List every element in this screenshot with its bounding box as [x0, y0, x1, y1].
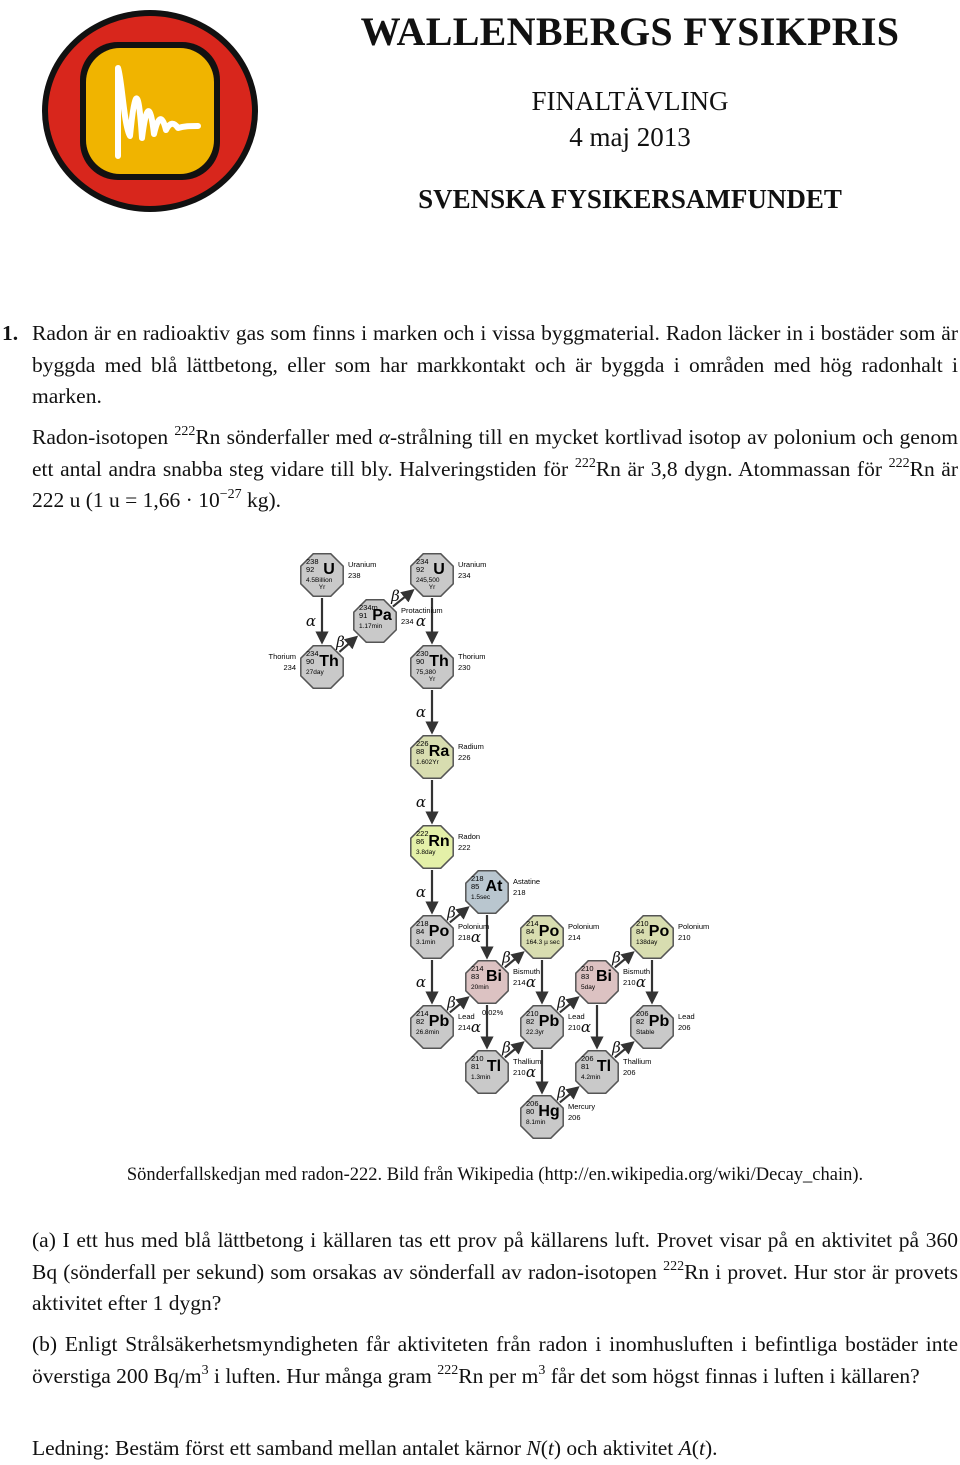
- half-life: 8.1min: [526, 1119, 546, 1126]
- element-name: Lead: [678, 1012, 695, 1021]
- mass-number: 238: [306, 557, 319, 566]
- mass-number: 234m: [359, 603, 378, 612]
- beta-label: β: [447, 993, 456, 1012]
- element-symbol: Th: [319, 653, 339, 670]
- nuclide-pb210: [521, 1006, 585, 1048]
- isotope-number: 234: [283, 663, 296, 672]
- alpha-label: α: [415, 973, 427, 991]
- element-name: Thorium: [458, 652, 486, 661]
- half-life: 22.3yr: [526, 1029, 545, 1036]
- mass-number: 214: [416, 1009, 429, 1018]
- atomic-number: 86: [416, 837, 425, 846]
- half-life-unit: Yr: [318, 584, 326, 591]
- organization-title: SVENSKA FYSIKERSAMFUNDET: [418, 184, 842, 214]
- alpha-label: α: [415, 612, 427, 630]
- element-name: Uranium: [348, 560, 377, 569]
- element-name: Uranium: [458, 560, 487, 569]
- nuclide-u238: [301, 554, 377, 596]
- half-life: 138day: [636, 939, 658, 946]
- isotope-number: 210: [678, 933, 691, 942]
- element-symbol: Po: [648, 923, 670, 940]
- half-life-unit: Yr: [428, 676, 436, 683]
- alpha-label: α: [635, 973, 647, 991]
- element-symbol: Bi: [596, 968, 612, 985]
- element-symbol: Th: [429, 653, 449, 670]
- element-symbol: Hg: [538, 1103, 560, 1120]
- beta-label: β: [612, 948, 621, 967]
- beta-label: β: [612, 1038, 621, 1057]
- mass-number: 206: [526, 1099, 539, 1108]
- atomic-number: 84: [416, 927, 425, 936]
- isotope-number: 206: [568, 1113, 581, 1122]
- element-name: Lead: [568, 1012, 585, 1021]
- problem-data-paragraph: Radon-isotopen $^{222}$Rn sönderfaller med α-strålning till en mycket kortlivad isotop av polonium och genom ett antal andra snabba steg vidare till bly. Halveringstiden för $^{222}$Rn är 3,8 dygn. Atommassan för $^{222}$Rn är 222 u (1 $u = 1,66 \cdot 10^{-27}$ kg).: [32, 424, 959, 512]
- atomic-number: 91: [359, 611, 368, 620]
- isotope-number: 238: [348, 571, 361, 580]
- isotope-number: 210: [623, 978, 636, 987]
- competition-title: WALLENBERGS FYSIKPRIS: [360, 9, 900, 54]
- element-name: Astatine: [513, 877, 541, 886]
- atomic-number: 83: [471, 972, 480, 981]
- element-symbol: Pb: [648, 1013, 670, 1030]
- problem-intro-paragraph: Radon är en radioaktiv gas som finns i marken och i vissa byggmaterial. Radon läcker in i bostäder som är byggda med blå lättbetong, eller som har markkontakt och är byggda i områden med hög radonhalt i marken.: [32, 321, 958, 408]
- atomic-number: 84: [526, 927, 535, 936]
- nuclide-pb214: [411, 1006, 475, 1048]
- figure-caption: Sönderfallskedjan med radon-222. Bild från Wikipedia (http://en.wikipedia.org/wiki/Decay_chain).: [126, 1165, 864, 1185]
- element-name: Polonium: [568, 922, 600, 931]
- atomic-number: 82: [636, 1017, 645, 1026]
- atomic-number: 84: [636, 927, 645, 936]
- atomic-number: 88: [416, 747, 425, 756]
- mass-number: 214: [471, 964, 484, 973]
- isotope-number: 222: [458, 843, 471, 852]
- atomic-number: 83: [581, 972, 590, 981]
- isotope-number: 218: [458, 933, 471, 942]
- half-life-unit: Yr: [428, 584, 436, 591]
- half-life: 1.17min: [359, 623, 383, 630]
- alpha-label: α: [415, 703, 427, 721]
- element-symbol: Rn: [428, 833, 450, 850]
- beta-label: β: [391, 587, 400, 605]
- atomic-number: 81: [581, 1062, 590, 1071]
- atomic-number: 82: [526, 1017, 535, 1026]
- half-life: 5day: [581, 984, 596, 991]
- nuclide-po214: [521, 916, 599, 958]
- mass-number: 210: [636, 919, 649, 928]
- half-life: 3.8day: [416, 849, 436, 856]
- half-life: Stable: [636, 1029, 655, 1036]
- half-life: 245,500: [416, 577, 440, 584]
- alpha-label: α: [415, 883, 427, 901]
- atomic-number: 92: [416, 565, 425, 574]
- element-name: Thorium: [268, 652, 296, 661]
- nuclide-pa234: [354, 600, 443, 642]
- mass-number: 230: [416, 649, 429, 658]
- beta-label: β: [502, 948, 511, 967]
- alpha-label: α: [525, 1063, 537, 1081]
- half-life: 27day: [306, 669, 324, 676]
- isotope-number: 234: [401, 617, 414, 626]
- alpha-label: α: [415, 793, 427, 811]
- element-symbol: U: [433, 561, 445, 578]
- alpha-label: α: [305, 612, 317, 630]
- problem-number: 1.: [2, 321, 19, 345]
- element-symbol: Pb: [538, 1013, 560, 1030]
- mass-number: 206: [636, 1009, 649, 1018]
- element-name: Bismuth: [623, 967, 651, 976]
- alpha-label: α: [470, 928, 482, 946]
- atomic-number: 81: [471, 1062, 480, 1071]
- nuclide-rn222: [411, 826, 480, 868]
- element-symbol: Bi: [486, 968, 502, 985]
- round-title: FINALTÄVLING: [531, 86, 729, 116]
- isotope-number: 210: [568, 1023, 581, 1032]
- element-name: Polonium: [678, 922, 710, 931]
- half-life: 20min: [471, 984, 489, 991]
- element-symbol: Ra: [428, 743, 450, 760]
- mass-number: 218: [416, 919, 429, 928]
- element-name: Bismuth: [513, 967, 541, 976]
- mass-number: 206: [581, 1054, 594, 1063]
- nuclide-th234: [268, 646, 343, 688]
- mass-number: 234: [416, 557, 429, 566]
- atomic-number: 90: [306, 657, 315, 666]
- element-symbol: Po: [428, 923, 450, 940]
- nuclide-th230: [411, 646, 486, 688]
- element-symbol: U: [323, 561, 335, 578]
- nuclide-at218: [466, 871, 540, 913]
- isotope-number: 218: [513, 888, 526, 897]
- beta-label: β: [336, 633, 345, 651]
- element-name: Radium: [458, 742, 484, 751]
- half-life: 1.5sec: [471, 894, 491, 901]
- nuclide-tl206: [576, 1051, 652, 1093]
- date-title: 4 maj 2013: [569, 122, 691, 152]
- half-life: 3.1min: [416, 939, 436, 946]
- nuclide-pb206: [631, 1006, 695, 1048]
- element-symbol: Pb: [428, 1013, 450, 1030]
- alpha-label: α: [580, 1018, 592, 1036]
- element-symbol: Tl: [596, 1058, 612, 1075]
- element-symbol: At: [485, 878, 503, 895]
- atomic-number: 80: [526, 1107, 535, 1116]
- mass-number: 210: [471, 1054, 484, 1063]
- beta-label: β: [557, 1083, 566, 1102]
- half-life: 26.8min: [416, 1029, 440, 1036]
- element-symbol: Pa: [372, 607, 392, 624]
- half-life: 75,380: [416, 669, 436, 676]
- element-name: Thallium: [513, 1057, 542, 1066]
- wallenberg-logo: [38, 6, 262, 216]
- half-life: 1.3min: [471, 1074, 491, 1081]
- isotope-number: 234: [458, 571, 471, 580]
- part-b-question: (b) Enligt Strålsäkerhetsmyndigheten får aktiviteten från radon i inomhusluften i befintliga bostäder inte överstiga 200 $Bq/m^3$ i luften. Hur många gram $^{222}$Rn per $m^3$ får det som högst finnas i luften i källaren?: [32, 1332, 958, 1388]
- isotope-number: 210: [513, 1068, 526, 1077]
- element-symbol: Tl: [486, 1058, 502, 1075]
- isotope-number: 214: [513, 978, 526, 987]
- atomic-number: 85: [471, 882, 480, 891]
- isotope-number: 230: [458, 663, 471, 672]
- isotope-number: 214: [568, 933, 581, 942]
- half-life: 1.602Yr: [416, 759, 439, 766]
- nuclide-hg206: [521, 1096, 596, 1138]
- element-name: Thallium: [623, 1057, 652, 1066]
- element-name: Lead: [458, 1012, 475, 1021]
- isotope-number: 214: [458, 1023, 471, 1032]
- atomic-number: 90: [416, 657, 425, 666]
- mass-number: 234: [306, 649, 319, 658]
- mass-number: 214: [526, 919, 539, 928]
- mass-number: 222: [416, 829, 429, 838]
- isotope-number: 206: [623, 1068, 636, 1077]
- nuclide-po210: [631, 916, 709, 958]
- alpha-label: α: [470, 1018, 482, 1036]
- decay-chain-diagram: [250, 545, 730, 1145]
- isotope-number: 206: [678, 1023, 691, 1032]
- nuclide-u234: [411, 554, 487, 596]
- atomic-number: 82: [416, 1017, 425, 1026]
- beta-label: β: [557, 993, 566, 1012]
- element-name: Protactinium: [401, 606, 443, 615]
- part-a-question: (a) I ett hus med blå lättbetong i källaren tas ett prov på källarens luft. Provet visar på en aktivitet på 360 Bq (sönderfall per sekund) som orsakas av sönderfall av radon-isotopen $^{222}$Rn i provet. Hur stor är provets aktivitet efter 1 dygn?: [32, 1228, 958, 1315]
- mass-number: 210: [526, 1009, 539, 1018]
- beta-label: β: [502, 1038, 511, 1057]
- mass-number: 210: [581, 964, 594, 973]
- isotope-number: 226: [458, 753, 471, 762]
- beta-label: β: [447, 903, 456, 922]
- element-name: Radon: [458, 832, 481, 841]
- element-name: Mercury: [568, 1102, 596, 1111]
- half-life: 4.5Billion: [306, 577, 333, 584]
- hint-paragraph: Ledning: Bestäm först ett samband mellan antalet kärnor N(t) och aktivitet A(t).: [32, 1436, 718, 1460]
- nuclide-ra226: [411, 736, 484, 778]
- branch-ratio-label: 0.02%: [482, 1008, 504, 1017]
- half-life: 164.3 µ sec: [526, 939, 560, 946]
- alpha-label: α: [525, 973, 537, 991]
- mass-number: 226: [416, 739, 429, 748]
- half-life: 4.2min: [581, 1074, 601, 1081]
- element-name: Polonium: [458, 922, 490, 931]
- element-symbol: Po: [538, 923, 560, 940]
- atomic-number: 92: [306, 565, 315, 574]
- mass-number: 218: [471, 874, 484, 883]
